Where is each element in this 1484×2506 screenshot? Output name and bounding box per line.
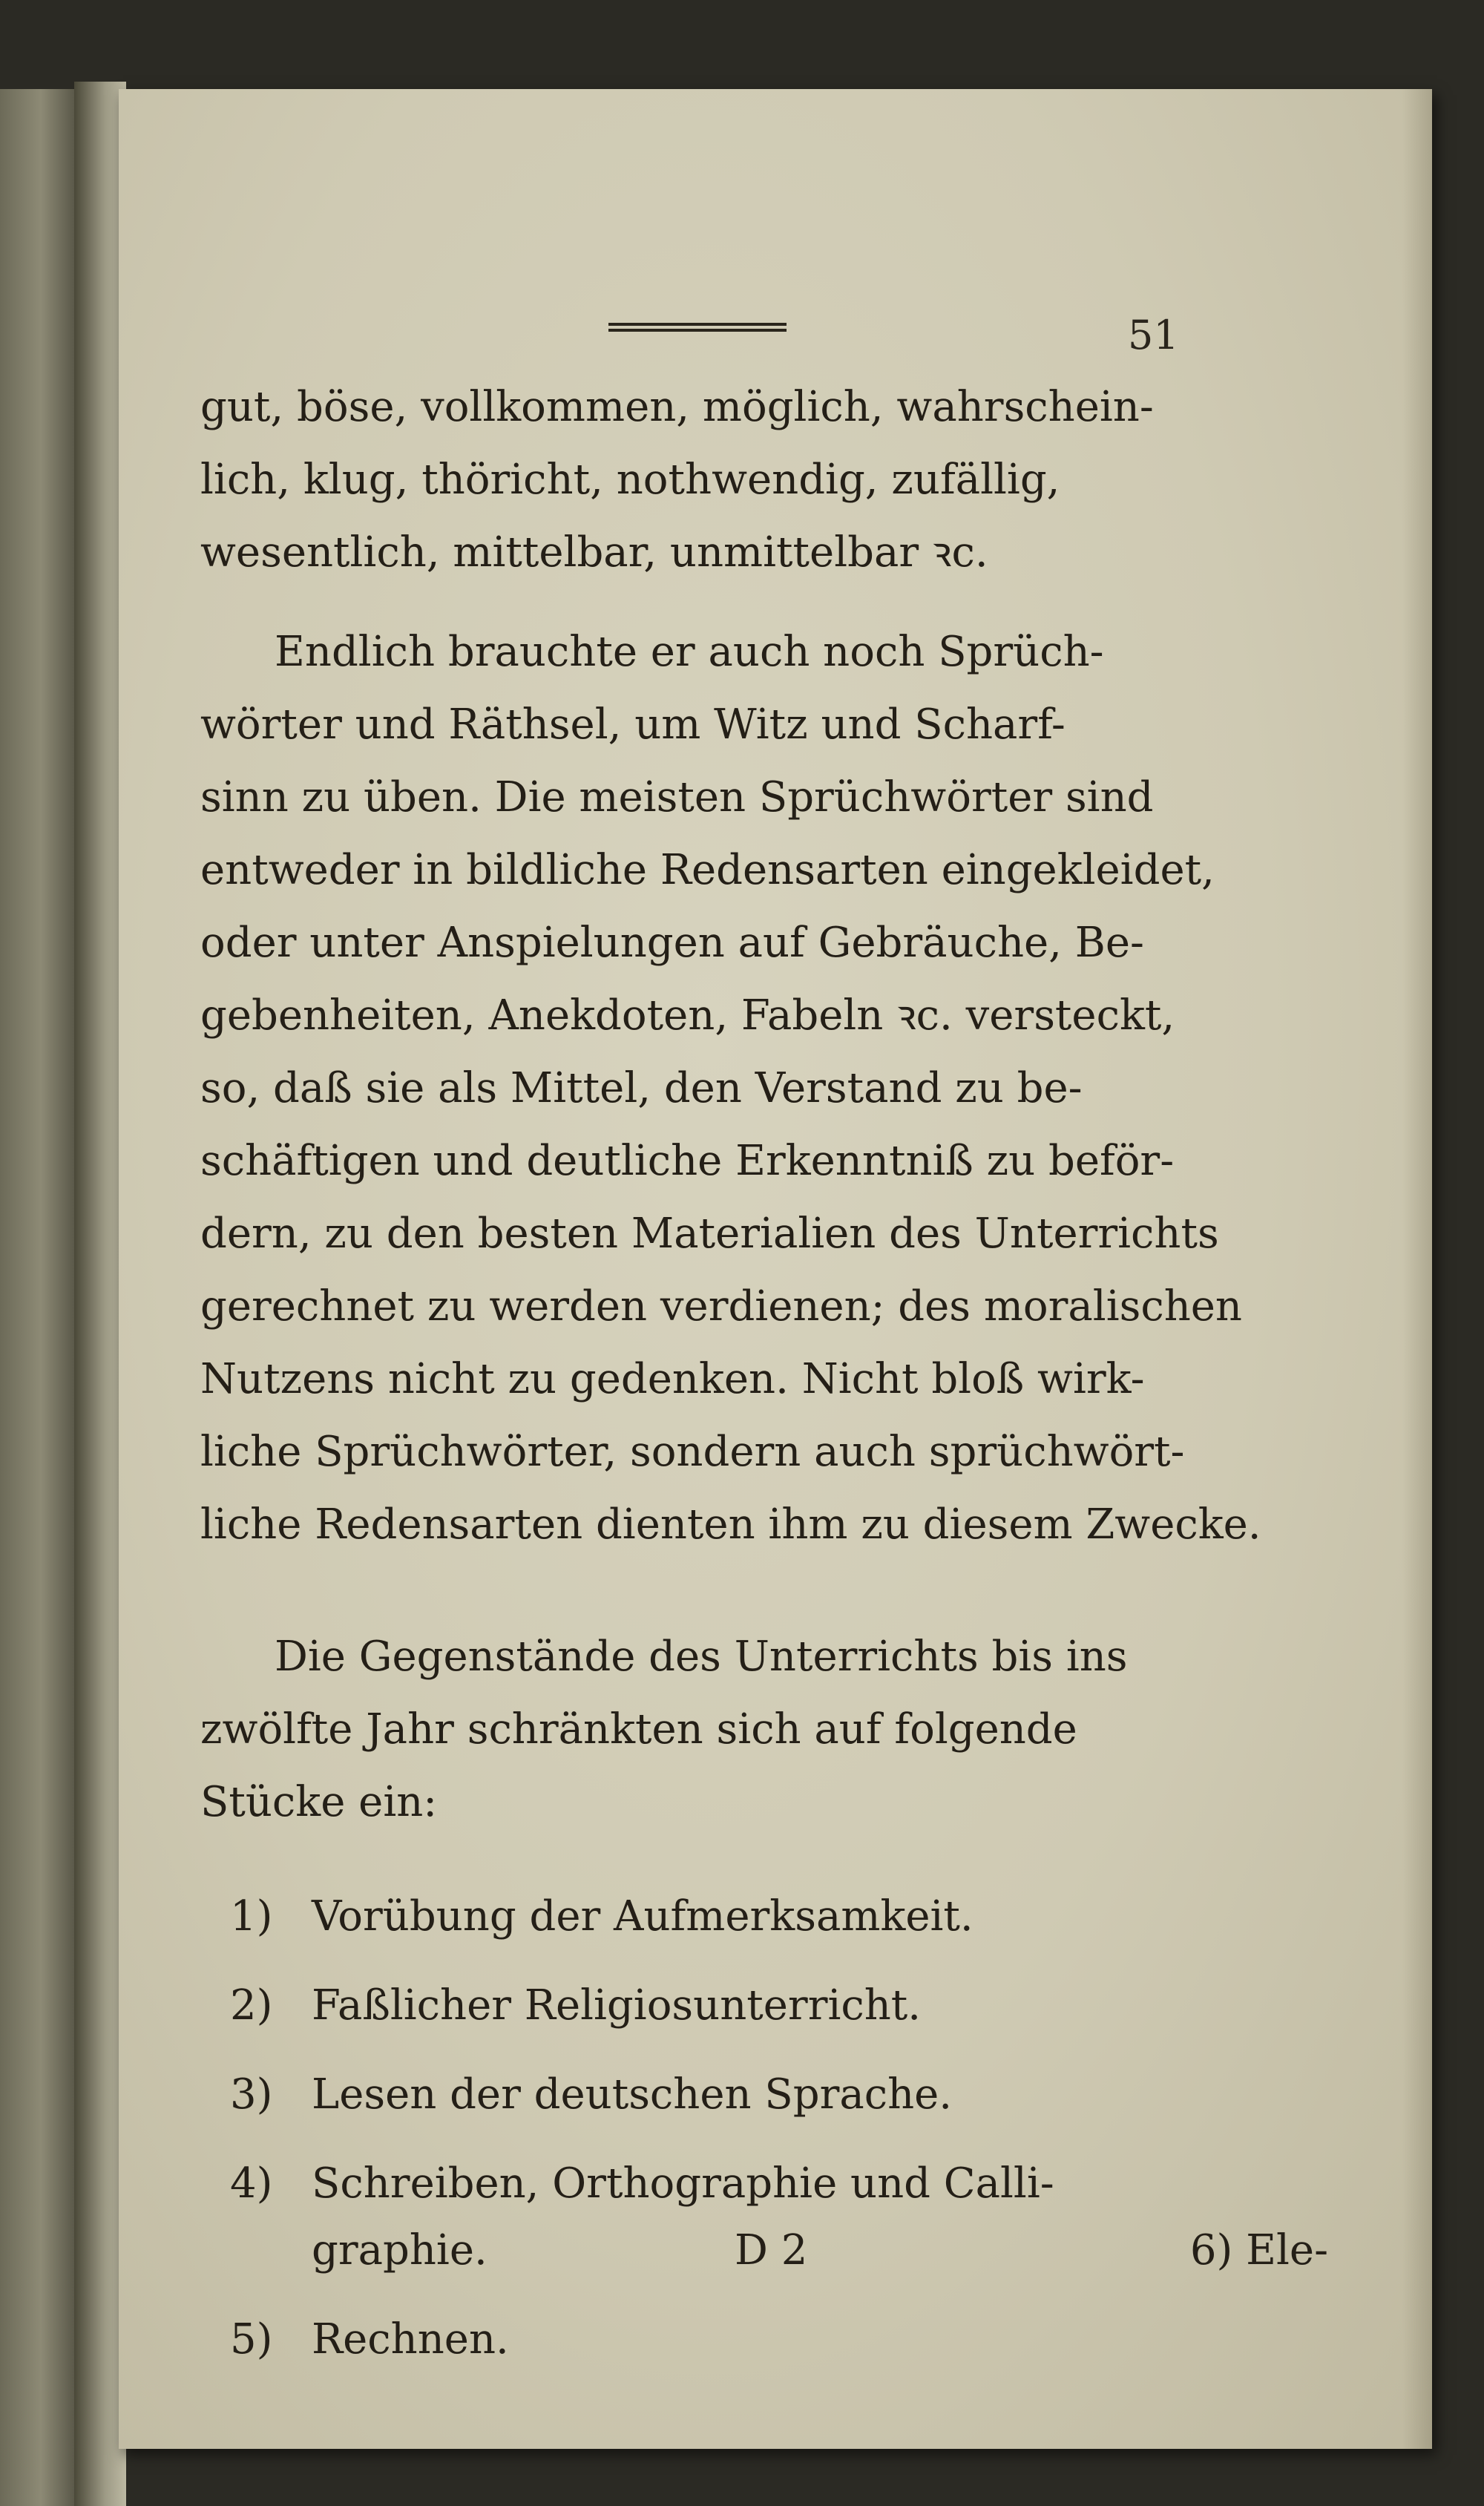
text-line: lich, klug, thöricht, nothwendig, zufällig,	[200, 456, 1060, 504]
list-text: Lesen der deutschen Sprache.	[312, 2070, 953, 2119]
page-number: 51	[1128, 312, 1179, 358]
list-text: Vorübung der Aufmerksamkeit.	[312, 1892, 974, 1941]
text-line: schäftigen und deutliche Erkenntniß zu beför-	[200, 1137, 1175, 1185]
text-line: sinn zu üben. Die meisten Sprüchwörter sind	[200, 773, 1154, 821]
paragraph-3	[200, 1621, 1328, 1839]
list-text: Rechnen.	[312, 2315, 509, 2364]
text-line: Nutzens nicht zu gedenken. Nicht bloß wirk-	[200, 1355, 1145, 1403]
text-line: zwölfte Jahr schränkten sich auf folgende	[200, 1705, 1077, 1754]
list-number: 3)	[230, 2070, 273, 2119]
text-line: gebenheiten, Anekdoten, Fabeln ꝛc. versteckt,	[200, 991, 1175, 1040]
paragraph-2	[200, 616, 1328, 1561]
list-number: 1)	[230, 1892, 273, 1941]
signature-mark: D 2	[735, 2226, 808, 2274]
text-line: oder unter Anspielungen auf Gebräuche, Be-	[200, 919, 1144, 967]
list-item	[200, 2306, 1328, 2373]
text-line: gerechnet zu werden verdienen; des moralischen	[200, 1282, 1242, 1331]
list-number: 5)	[230, 2315, 273, 2364]
list-item	[200, 1972, 1328, 2039]
text-line: liche Redensarten dienten ihm zu diesem Zwecke.	[200, 1500, 1261, 1549]
text-line: wesentlich, mittelbar, unmittelbar ꝛc.	[200, 528, 988, 577]
text-line: dern, zu den besten Materialien des Unterrichts	[200, 1210, 1219, 1258]
text-line: gut, böse, vollkommen, möglich, wahrschein-	[200, 383, 1154, 431]
book-page	[119, 89, 1432, 2449]
text-line: so, daß sie als Mittel, den Verstand zu be-	[200, 1064, 1083, 1112]
list-text: Faßlicher Religiosunterricht.	[312, 1981, 922, 2030]
list-item	[200, 1883, 1328, 1950]
text-line: liche Sprüchwörter, sondern auch sprüchwört-	[200, 1428, 1185, 1476]
list-number: 2)	[230, 1981, 273, 2030]
list-item	[200, 2061, 1328, 2128]
list-number: 4)	[230, 2159, 273, 2208]
text-line: Endlich brauchte er auch noch Sprüch-	[275, 628, 1104, 676]
header-double-rule	[608, 323, 787, 333]
body-text	[200, 371, 1328, 2395]
page-footer	[200, 2226, 1328, 2300]
list-text: Schreiben, Orthographie und Calli-	[312, 2159, 1054, 2208]
text-line: Stücke ein:	[200, 1778, 438, 1826]
page-shadow	[1402, 89, 1432, 2449]
text-line: wörter und Räthsel, um Witz und Scharf-	[200, 701, 1066, 749]
list-text-continuation: graphie.	[312, 2226, 487, 2274]
catchword: 6) Ele-	[1189, 2226, 1328, 2274]
text-line: entweder in bildliche Redensarten eingekleidet,	[200, 846, 1215, 894]
facing-page-edge	[0, 89, 74, 2506]
paragraph-1	[200, 371, 1328, 589]
text-line: Die Gegenstände des Unterrichts bis ins	[275, 1633, 1128, 1681]
